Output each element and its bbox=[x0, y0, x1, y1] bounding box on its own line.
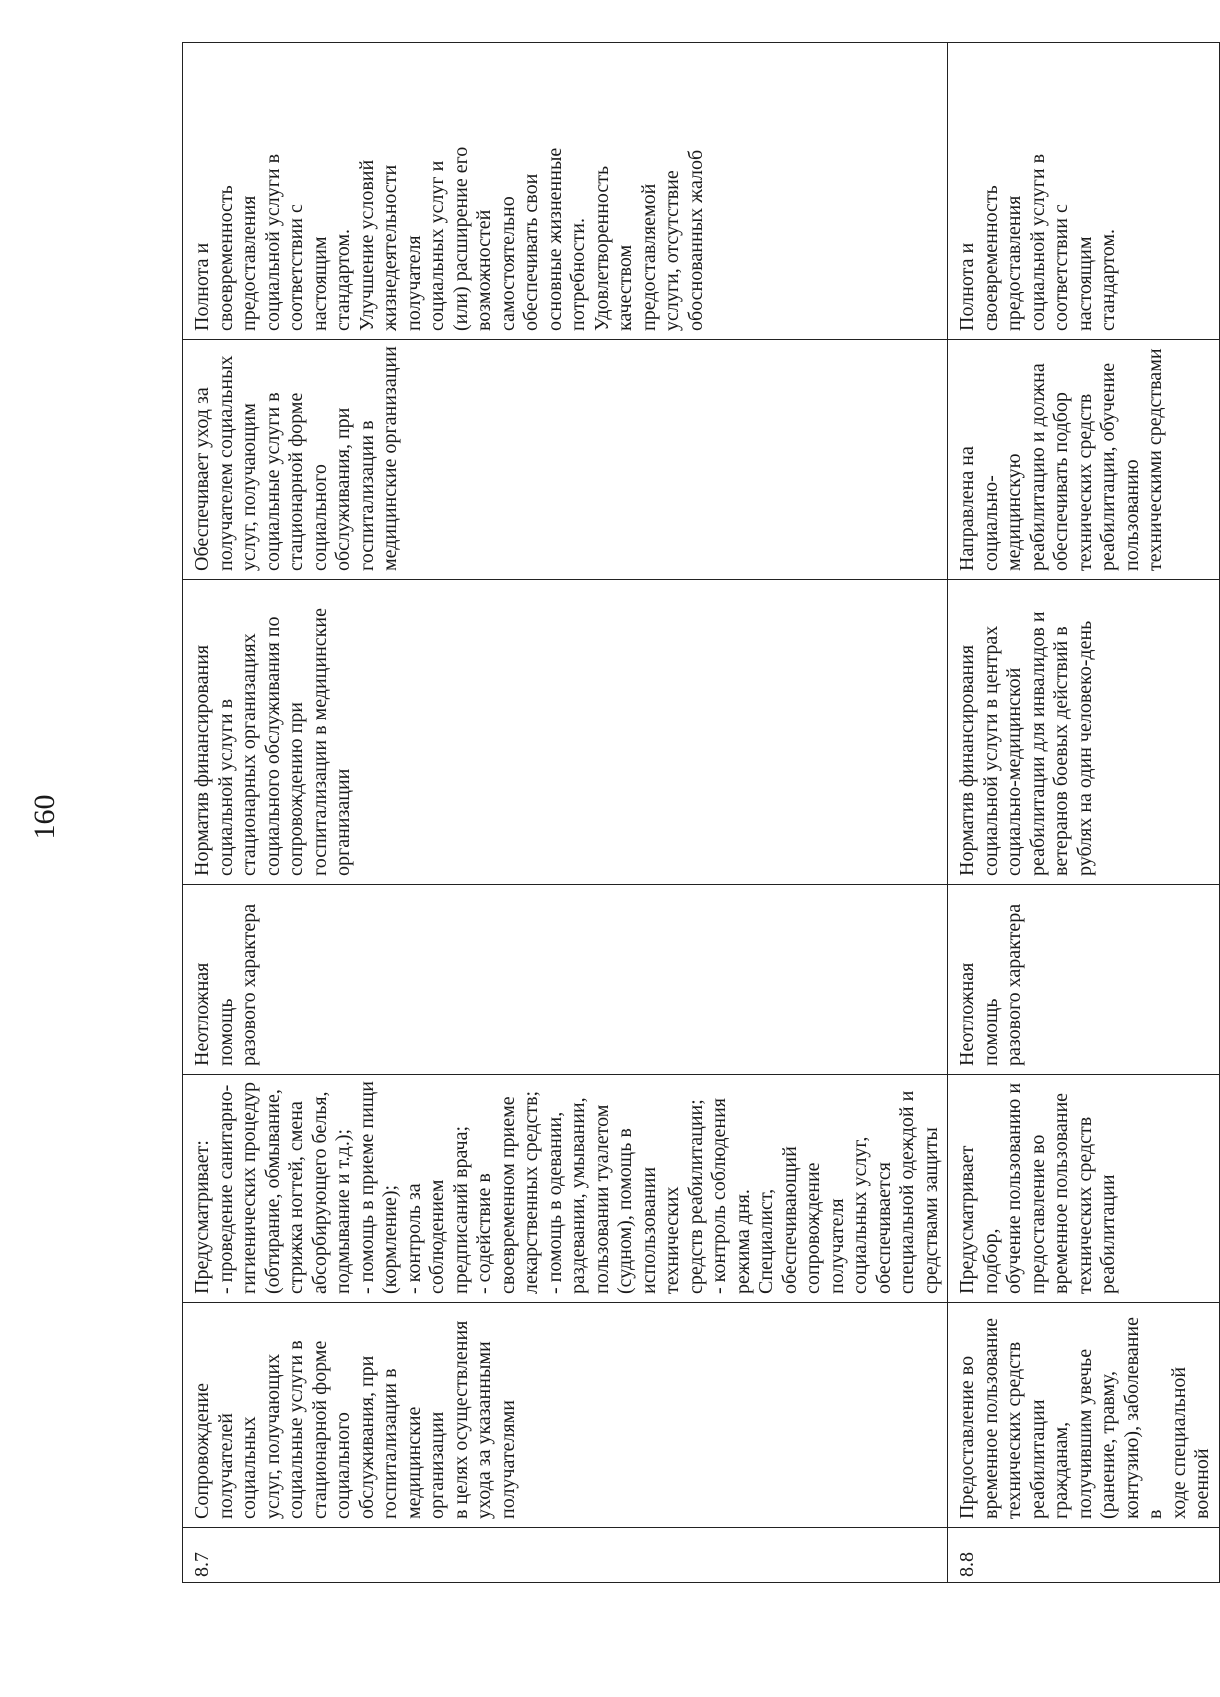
service-timing-cell: Неотложная помощь разового характера bbox=[183, 885, 948, 1075]
service-description-cell: Предусматривает подбор, обучение пользованию и предоставление во временное пользование технических средств реабилитации bbox=[948, 1075, 1220, 1303]
service-description-cell: Предусматривает: - проведение санитарно- гигиенических процедур (обтирание, обмывание, стрижка ногтей, смена абсорбирующего белья, подмывание и т.д.); - помощь в приеме пищи (кормление); - контроль за соблюдением предписаний врача; - содействие в своевременном приеме лекарственных средств; - помощь в одевании, раздевании, умывании, пользовании туалетом (судном), помощь в использовании технических средств реабилитации; - контроль соблюдения режима дня. Специалист, обеспечивающий сопровождение получателя социальных услуг, обеспечивается специальной одеждой и средствами защиты bbox=[183, 1075, 948, 1303]
table-row bbox=[948, 43, 1220, 1583]
row-number: 8.8 bbox=[948, 1528, 1220, 1583]
table-row bbox=[183, 43, 948, 1583]
service-name-cell: Предоставление во временное пользование технических средств реабилитации гражданам, получившим увечье (ранение, травму, контузию), заболевание в ходе специальной военной bbox=[948, 1303, 1220, 1528]
social-services-table bbox=[182, 42, 1220, 1583]
page-number: 160 bbox=[28, 794, 61, 840]
service-name-cell: Сопровождение получателей социальных услуг, получающих социальные услуги в стационарной форме социального обслуживания, при госпитализации в медицинские организации в целях осуществления ухода за указанными получателями bbox=[183, 1303, 948, 1528]
service-conditions-cell: Направлена на социально- медицинскую реабилитацию и должна обеспечивать подбор технических средств реабилитации, обучение пользованию техническими средствами bbox=[948, 340, 1220, 580]
row-number: 8.7 bbox=[183, 1528, 948, 1583]
service-conditions-cell: Обеспечивает уход за получателем социальных услуг, получающим социальные услуги в стационарной форме социального обслуживания, при госпитализации в медицинские организации bbox=[183, 340, 948, 580]
effectiveness-cell: Полнота и своевременность предоставления социальной услуги в соответствии с настоящим стандартом. Улучшение условий жизнедеятельности получателя социальных услуг и (или) расширение его возможностей самостоятельно обеспечивать свои основные жизненные потребности. Удовлетворенность качеством предоставляемой услуги, отсутствие обоснованных жалоб bbox=[183, 43, 948, 340]
rotated-page-content bbox=[28, 43, 1213, 1583]
financing-norm-cell: Норматив финансирования социальной услуги в центрах социально-медицинской реабилитации для инвалидов и ветеранов боевых действий в рублях на один человеко-день bbox=[948, 580, 1220, 885]
financing-norm-cell: Норматив финансирования социальной услуги в стационарных организациях социального обслуживания по сопровождению при госпитализации в медицинские организации bbox=[183, 580, 948, 885]
effectiveness-cell: Полнота и своевременность предоставления социальной услуги в соответствии с настоящим стандартом. bbox=[948, 43, 1220, 340]
service-timing-cell: Неотложная помощь разового характера bbox=[948, 885, 1220, 1075]
